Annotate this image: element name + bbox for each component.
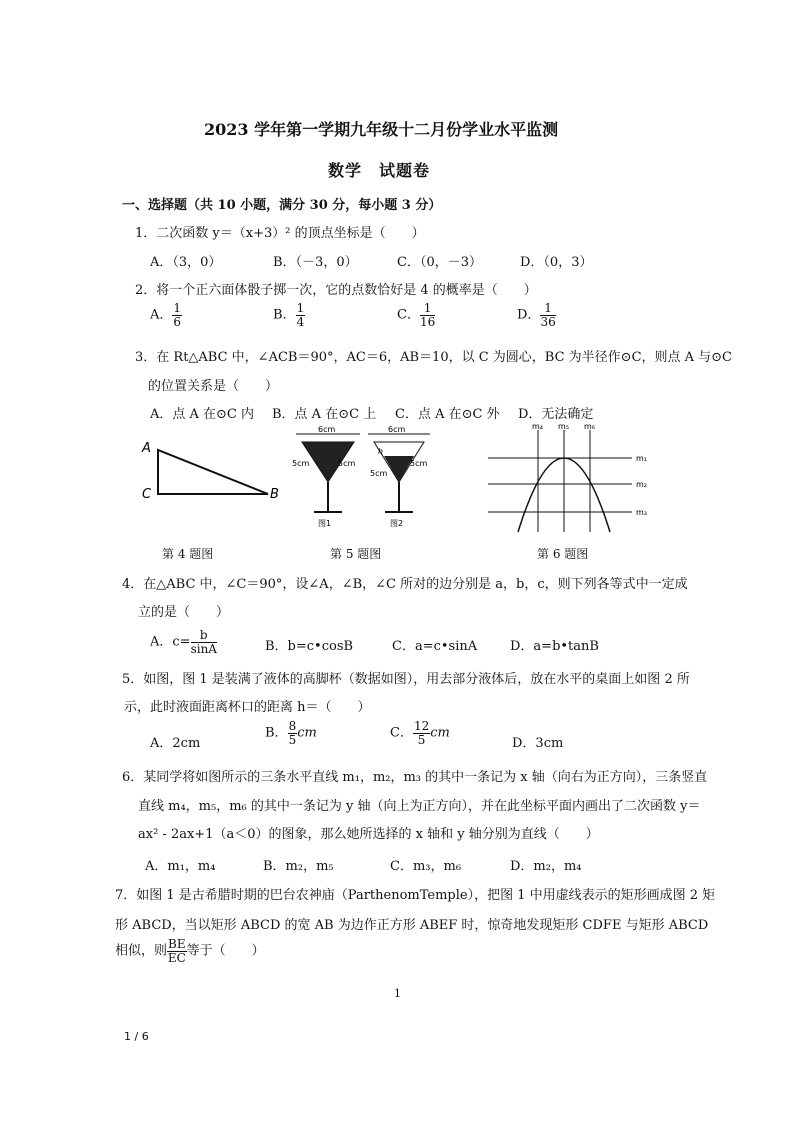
fig6-m5: m₅ — [558, 422, 569, 431]
figure-6-caption: 第 6 题图 — [537, 547, 589, 561]
fig5-label-fig1: 图1 — [318, 519, 332, 528]
q4-option-a: A．c= $\frac{b}{\sin A}$ — [150, 628, 217, 656]
fig4-label-a: A — [142, 441, 151, 456]
figure-5-goblets — [284, 420, 434, 532]
q6-option-b: B．m₂，m₅ — [263, 859, 334, 874]
q5-stem-line2: 示，此时液面距离杯口的距离 h＝（ ） — [124, 700, 371, 715]
q4-stem-line2: 立的是（ ） — [138, 605, 230, 620]
q3-stem-line1: 3．在 Rt△ABC 中，∠ACB＝90°，AC＝6，AB＝10，以 C 为圆心，BC 为半径作⊙C，则点 A 与⊙C — [135, 350, 733, 365]
fig5-top-label-1: 6cm — [318, 425, 336, 434]
q4-stem-line1: 4．在△ABC 中，∠C＝90°，设∠A，∠B，∠C 所对的边分别是 a，b，c，则下列各等式中一定成 — [122, 577, 688, 592]
fig6-m1: m₁ — [636, 454, 647, 463]
page-count: 1 / 6 — [124, 1030, 149, 1043]
q5-option-b: B． $\frac{8}{5}$ cm — [265, 719, 317, 747]
fig6-m2: m₂ — [636, 480, 647, 489]
q2-option-b: B． $\frac{1}{4}$ — [273, 301, 305, 329]
q3-option-c: C．点 A 在⊙C 外 — [395, 407, 500, 422]
fig5-side-label-2b: 5cm — [410, 459, 428, 468]
q7-stem-line1: 7．如图 1 是古希腊时期的巴台农神庙（ParthenomTemple），把图 1 中用虚线表示的矩形画成图 2 矩 — [115, 888, 716, 903]
q5-option-c: C． $\frac{12}{5}$ cm — [390, 719, 450, 747]
q6-stem-line1: 6．某同学将如图所示的三条水平直线 m₁，m₂，m₃ 的其中一条记为 x 轴（向右为正方向），三条竖直 — [122, 770, 708, 785]
q4-option-d: D．a=b•tanB — [510, 639, 599, 654]
q6-option-a: A．m₁，m₄ — [145, 859, 216, 874]
q1-option-a: A．（3，0） — [150, 255, 222, 270]
q1-stem: 1．二次函数 y＝（x+3）² 的顶点坐标是（ ） — [135, 226, 425, 241]
fig5-top-label-2: 6cm — [388, 425, 406, 434]
q4-option-b: B．b=c•cosB — [265, 639, 354, 654]
q2-option-d: D． $\frac{1}{36}$ — [517, 301, 556, 329]
fig6-m6: m₆ — [584, 422, 595, 431]
q7-stem-line2: 形 ABCD，当以矩形 ABCD 的宽 AB 为边作正方形 ABEF 时，惊奇地发现矩形 CDFE 与矩形 ABCD — [115, 918, 709, 933]
fig5-h-label: h — [378, 447, 384, 456]
fig5-side-label-1: 5cm — [292, 459, 310, 468]
page-title: 2023 学年第一学期九年级十二月份学业水平监测 — [204, 120, 559, 139]
page-number: 1 — [394, 987, 401, 1000]
q7-stem-line3: 相似，则 $\frac{BE}{EC}$ 等于（ ） — [115, 937, 265, 965]
fig6-m4: m₄ — [532, 422, 543, 431]
page-subtitle: 数学 试题卷 — [328, 161, 431, 180]
fig4-label-b: B — [270, 487, 279, 502]
q3-option-a: A．点 A 在⊙C 内 — [150, 407, 255, 422]
figure-6-parabola-grid — [484, 420, 660, 538]
q3-stem-line2: 的位置关系是（ ） — [148, 379, 279, 394]
q5-option-a: A．2cm — [150, 736, 201, 751]
q2-option-c: C． $\frac{1}{16}$ — [397, 301, 436, 329]
q3-option-d: D．无法确定 — [518, 407, 594, 422]
q6-option-d: D．m₂，m₄ — [510, 859, 582, 874]
figure-4-triangle — [138, 436, 288, 508]
section-heading: 一、选择题（共 10 小题，满分 30 分，每小题 3 分） — [122, 198, 442, 213]
q3-option-b: B．点 A 在⊙C 上 — [272, 407, 377, 422]
q6-option-c: C．m₃，m₆ — [390, 859, 462, 874]
fig5-label-fig2: 图2 — [390, 519, 404, 528]
q6-stem-line2: 直线 m₄，m₅，m₆ 的其中一条记为 y 轴（向上为正方向），并在此坐标平面内画出了二次函数 y＝ — [138, 799, 701, 814]
q4-option-c: C．a=c•sinA — [392, 639, 478, 654]
q1-option-d: D．（0，3） — [520, 255, 593, 270]
fig5-side-label-1b: 5cm — [338, 459, 356, 468]
q2-stem: 2．将一个正六面体骰子掷一次，它的点数恰好是 4 的概率是（ ） — [135, 283, 537, 298]
q1-option-c: C．（0，－3） — [397, 255, 482, 270]
q2-option-a: A． $\frac{1}{6}$ — [150, 301, 182, 329]
q6-stem-line3: ax² - 2ax+1（a＜0）的图象，那么她所选择的 x 轴和 y 轴分别为直线（ ） — [138, 827, 599, 842]
figure-5-caption: 第 5 题图 — [330, 547, 382, 561]
q5-stem-line1: 5．如图，图 1 是装满了液体的高脚杯（数据如图），用去部分液体后，放在水平的桌面上如图 2 所 — [122, 672, 690, 687]
fig4-label-c: C — [142, 487, 152, 502]
fig5-side-label-2: 5cm — [370, 469, 388, 478]
figure-4-caption: 第 4 题图 — [162, 547, 214, 561]
q1-option-b: B．（－3，0） — [273, 255, 358, 270]
fig6-m3: m₃ — [636, 508, 647, 517]
q5-option-d: D．3cm — [512, 736, 564, 751]
